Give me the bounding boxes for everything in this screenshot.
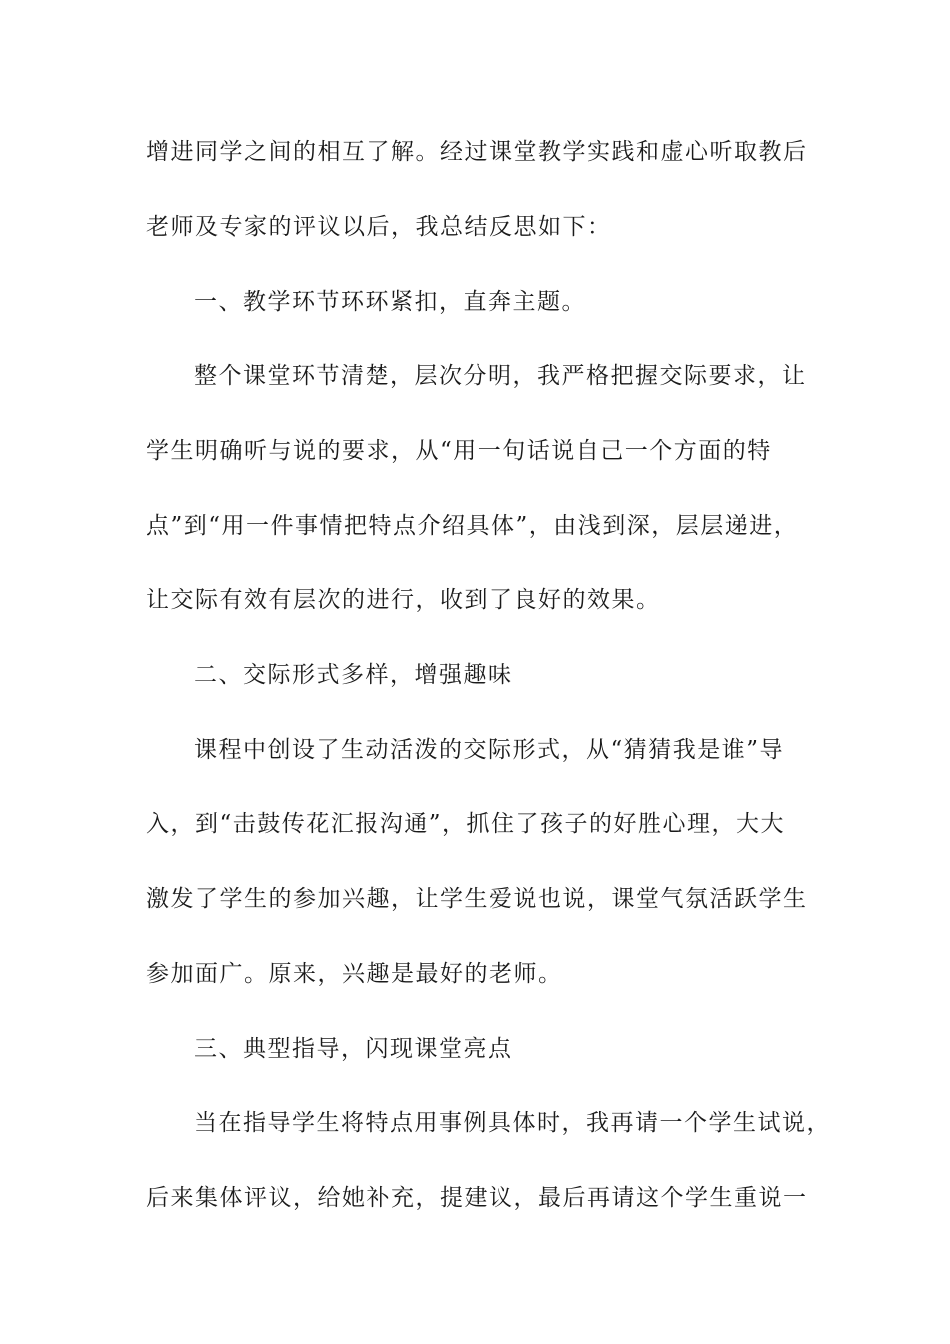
section-heading: 一、教学环节环环紧扣，直奔主题。 bbox=[194, 289, 586, 315]
paragraph-line: 增进同学之间的相互了解。经过课堂教学实践和虚心听取教后 bbox=[146, 139, 808, 165]
section-heading: 三、典型指导，闪现课堂亮点 bbox=[194, 1036, 513, 1062]
section-heading: 二、交际形式多样，增强趣味 bbox=[194, 662, 513, 688]
paragraph-line: 入，到“击鼓传花汇报沟通”，抓住了孩子的好胜心理，大大 bbox=[146, 811, 786, 837]
paragraph-line: 激发了学生的参加兴趣，让学生爱说也说，课堂气氛活跃学生 bbox=[146, 886, 808, 912]
paragraph-line: 课程中创设了生动活泼的交际形式，从“猜猜我是谁”导 bbox=[194, 737, 785, 763]
paragraph-line: 点”到“用一件事情把特点介绍具体”，由浅到深，层层递进， bbox=[146, 513, 799, 539]
paragraph-line: 当在指导学生将特点用事例具体时，我再请一个学生试说， bbox=[194, 1110, 831, 1136]
paragraph-line: 让交际有效有层次的进行，收到了良好的效果。 bbox=[146, 587, 661, 613]
paragraph-line: 参加面广。原来，兴趣是最好的老师。 bbox=[146, 961, 563, 987]
paragraph-line: 老师及专家的评议以后，我总结反思如下： bbox=[146, 214, 612, 240]
paragraph-line: 后来集体评议，给她补充，提建议，最后再请这个学生重说一 bbox=[146, 1185, 808, 1211]
paragraph-line: 学生明确听与说的要求，从“用一句话说自己一个方面的特 bbox=[146, 438, 772, 464]
paragraph-line: 整个课堂环节清楚，层次分明，我严格把握交际要求，让 bbox=[194, 363, 807, 389]
